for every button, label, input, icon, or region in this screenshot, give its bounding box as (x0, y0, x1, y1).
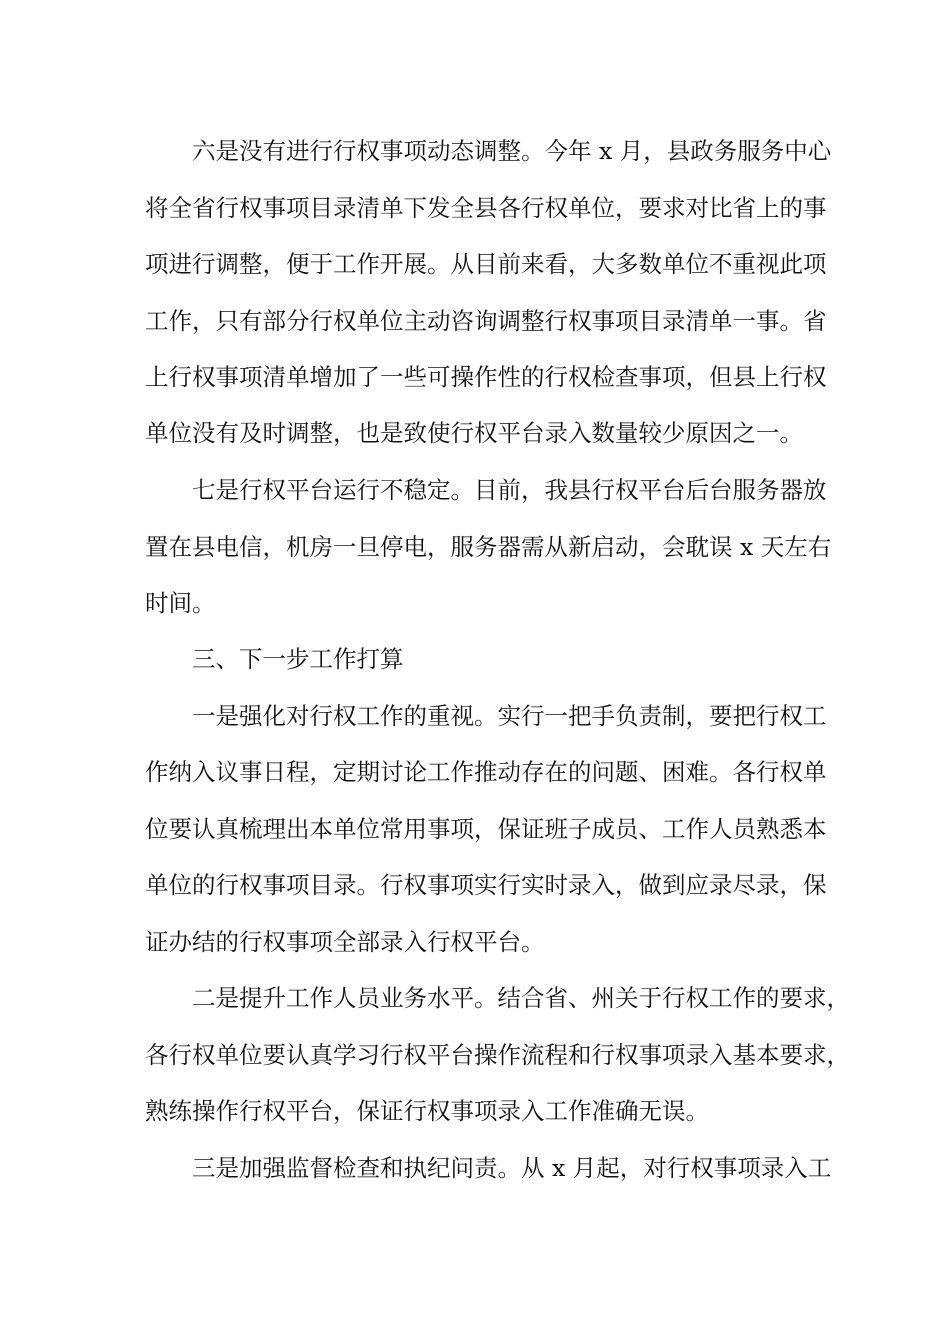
plan-3-line-1: 三是加强监督检查和执纪问责。从 x 月起，对行权事项录入工 (192, 1154, 832, 1182)
plan-1-line-2: 作纳入议事日程，定期讨论工作推动存在的问题、困难。各行权单 (145, 758, 827, 786)
plan-1-line-1: 一是强化对行权工作的重视。实行一把手负责制，要把行权工 (192, 702, 827, 730)
paragraph-6-line-1: 六是没有进行行权事项动态调整。今年 x 月，县政务服务中心 (192, 137, 832, 165)
plan-2-line-3: 熟练操作行权平台，保证行权事项录入工作准确无误。 (145, 1097, 709, 1125)
plan-2-line-2: 各行权单位要认真学习行权平台操作流程和行权事项录入基本要求， (145, 1041, 850, 1069)
plan-1-line-5: 证办结的行权事项全部录入行权平台。 (145, 928, 545, 956)
paragraph-7-line-2: 置在县电信，机房一旦停电，服务器需从新启动，会耽误 x 天左右 (145, 533, 832, 561)
paragraph-6-line-6: 单位没有及时调整，也是致使行权平台录入数量较少原因之一。 (145, 419, 803, 447)
plan-1-line-3: 位要认真梳理出本单位常用事项，保证班子成员、工作人员熟悉本 (145, 815, 827, 843)
plan-2-line-1: 二是提升工作人员业务水平。结合省、州关于行权工作的要求， (192, 984, 850, 1012)
paragraph-7-line-3: 时间。 (145, 589, 216, 617)
paragraph-6-line-5: 上行权事项清单增加了一些可操作性的行权检查事项，但县上行权 (145, 363, 827, 391)
section-heading: 三、下一步工作打算 (192, 645, 404, 673)
paragraph-6-line-3: 项进行调整，便于工作开展。从目前来看，大多数单位不重视此项 (145, 250, 827, 278)
plan-1-line-4: 单位的行权事项目录。行权事项实行实时录入，做到应录尽录，保 (145, 871, 827, 899)
paragraph-7-line-1: 七是行权平台运行不稳定。目前，我县行权平台后台服务器放 (192, 476, 827, 504)
paragraph-6-line-2: 将全省行权事项目录清单下发全县各行权单位，要求对比省上的事 (145, 194, 827, 222)
paragraph-6-line-4: 工作，只有部分行权单位主动咨询调整行权事项目录清单一事。省 (145, 307, 827, 335)
